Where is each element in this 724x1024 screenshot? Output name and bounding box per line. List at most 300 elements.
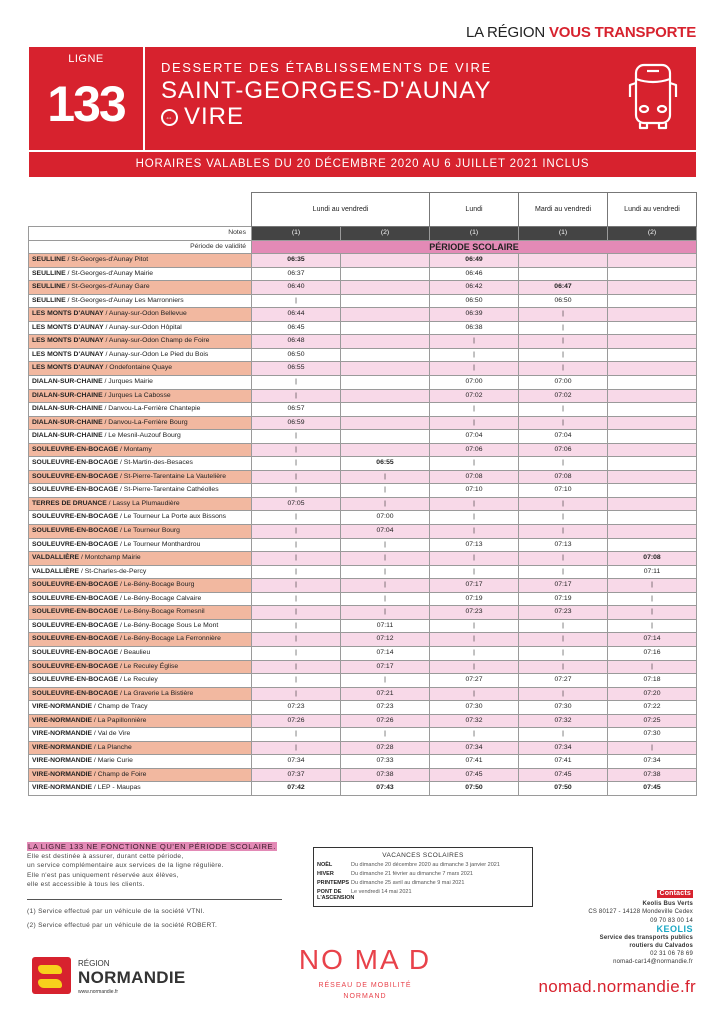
- stop-label: Champ de Tracy: [97, 703, 148, 711]
- time-cell: |: [519, 728, 608, 742]
- stop-name: [29, 362, 252, 376]
- time-cell: 07:11: [608, 565, 697, 579]
- time-cell: 07:16: [608, 646, 697, 660]
- stop-commune: DIALAN-SUR-CHAINE: [32, 432, 103, 440]
- time-cell: |: [252, 633, 341, 647]
- time-cell: 07:45: [519, 768, 608, 782]
- time-cell: 07:14: [608, 633, 697, 647]
- vacances-value: Du dimanche 20 décembre 2020 au dimanche 3 janvier 2021: [351, 862, 500, 868]
- time-cell: [608, 321, 697, 335]
- stop-separator: /: [118, 608, 124, 616]
- region-label: RÉGION: [78, 959, 110, 968]
- header-blank: [29, 193, 252, 227]
- day-header: Lundi au vendredi: [608, 193, 697, 227]
- time-cell: |: [341, 674, 430, 688]
- time-cell: |: [252, 538, 341, 552]
- time-cell: [341, 254, 430, 268]
- table-row: [29, 782, 697, 796]
- stop-separator: /: [65, 283, 72, 291]
- line-banner: [29, 47, 696, 177]
- time-cell: |: [252, 443, 341, 457]
- route-origin: SAINT-GEORGES-D'AUNAY: [161, 77, 492, 104]
- table-row: [29, 470, 697, 484]
- table-row: [29, 701, 697, 715]
- stop-label: Le-Bény-Bocage Romesnil: [123, 608, 205, 616]
- stop-label: Marie Curie: [97, 757, 133, 765]
- time-cell: |: [430, 525, 519, 539]
- time-cell: [608, 389, 697, 403]
- stop-commune: SOULEUVRE-EN-BOCAGE: [32, 594, 119, 602]
- stop-name: [29, 728, 252, 742]
- stop-commune: VIRE-NORMANDIE: [32, 703, 93, 711]
- time-cell: [341, 308, 430, 322]
- time-cell: [608, 348, 697, 362]
- time-cell: [341, 281, 430, 295]
- time-cell: [341, 389, 430, 403]
- vacances-value: Du dimanche 21 février au dimanche 7 mars 2021: [351, 871, 473, 877]
- line-label: LIGNE: [68, 53, 104, 65]
- time-cell: |: [252, 606, 341, 620]
- time-cell: 07:14: [341, 646, 430, 660]
- time-cell: [341, 267, 430, 281]
- time-cell: 07:34: [252, 755, 341, 769]
- time-cell: |: [519, 335, 608, 349]
- vacances-value: Du dimanche 25 avril au dimanche 9 mai 2021: [351, 880, 465, 886]
- stop-commune: LES MONTS D'AUNAY: [32, 310, 104, 318]
- time-cell: |: [252, 579, 341, 593]
- time-cell: 07:12: [341, 633, 430, 647]
- time-cell: |: [430, 403, 519, 417]
- stop-separator: /: [92, 743, 98, 751]
- table-row: [29, 321, 697, 335]
- time-cell: |: [519, 525, 608, 539]
- stop-commune: LES MONTS D'AUNAY: [32, 364, 104, 372]
- stop-label: St-Charles-de-Percy: [84, 567, 147, 575]
- time-cell: [608, 538, 697, 552]
- stop-label: Aunay-sur-Odon Hôpital: [108, 323, 182, 331]
- time-cell: [608, 443, 697, 457]
- time-cell: |: [519, 416, 608, 430]
- vacances-row: [314, 871, 532, 877]
- nomad-url[interactable]: nomad.normandie.fr: [538, 977, 696, 996]
- time-cell: 06:55: [341, 457, 430, 471]
- table-row: [29, 606, 697, 620]
- stop-name: [29, 755, 252, 769]
- table-row: [29, 267, 697, 281]
- stop-separator: /: [118, 676, 124, 684]
- time-cell: |: [430, 552, 519, 566]
- stop-name: [29, 619, 252, 633]
- time-cell: [341, 403, 430, 417]
- time-cell: |: [519, 403, 608, 417]
- time-cell: |: [252, 646, 341, 660]
- time-cell: |: [252, 619, 341, 633]
- stop-separator: /: [118, 689, 124, 697]
- time-cell: |: [430, 362, 519, 376]
- notes-label: Notes: [29, 227, 252, 241]
- time-cell: [341, 443, 430, 457]
- stop-label: Montchamp Mairie: [84, 554, 141, 562]
- stop-name: [29, 714, 252, 728]
- stop-commune: SOULEUVRE-EN-BOCAGE: [32, 676, 119, 684]
- stop-label: La Graverie La Bistière: [123, 689, 194, 697]
- stop-commune: DIALAN-SUR-CHAINE: [32, 418, 103, 426]
- stop-separator: /: [118, 648, 124, 656]
- stop-label: Le Tourneur Monthardrou: [123, 540, 201, 548]
- time-cell: |: [519, 687, 608, 701]
- time-cell: 07:38: [341, 768, 430, 782]
- stop-label: Aunay-sur-Odon Champ de Foire: [108, 337, 210, 345]
- vacances-key: PONT DE L'ASCENSION: [317, 889, 355, 901]
- stop-label: Ondefontaine Quaye: [109, 364, 173, 372]
- time-cell: |: [341, 484, 430, 498]
- time-cell: |: [341, 552, 430, 566]
- stop-label: St-Martin-des-Besaces: [123, 459, 193, 467]
- periode-value: PÉRIODE SCOLAIRE: [252, 240, 697, 254]
- time-cell: [341, 430, 430, 444]
- time-cell: 07:27: [519, 674, 608, 688]
- stop-name: [29, 768, 252, 782]
- stop-label: Montamy: [123, 445, 152, 453]
- vacances-box: [313, 847, 533, 907]
- table-row: [29, 294, 697, 308]
- table-row: [29, 362, 697, 376]
- time-cell: 07:19: [519, 592, 608, 606]
- time-cell: |: [252, 565, 341, 579]
- vacances-key: PRINTEMPS: [317, 880, 350, 886]
- time-cell: 06:50: [430, 294, 519, 308]
- stop-name: [29, 457, 252, 471]
- time-cell: [608, 470, 697, 484]
- time-cell: [608, 281, 697, 295]
- time-cell: |: [430, 348, 519, 362]
- time-cell: [341, 416, 430, 430]
- stop-commune: SEULLINE: [32, 269, 66, 277]
- time-cell: 07:22: [608, 701, 697, 715]
- periode-row: [29, 240, 697, 254]
- vacances-value: Le vendredi 14 mai 2021: [351, 889, 412, 895]
- time-cell: 06:42: [430, 281, 519, 295]
- time-cell: |: [519, 511, 608, 525]
- stop-label: La Planche: [97, 743, 132, 751]
- stop-separator: /: [118, 445, 124, 453]
- time-cell: 07:30: [608, 728, 697, 742]
- time-cell: [341, 294, 430, 308]
- route-destination-row: [161, 103, 492, 131]
- contacts-block: [588, 890, 693, 967]
- stop-label: Val de Vire: [97, 730, 131, 738]
- time-cell: |: [519, 457, 608, 471]
- table-row: [29, 565, 697, 579]
- time-cell: |: [341, 565, 430, 579]
- stop-label: Jurques La Cabosse: [108, 391, 171, 399]
- contacts-title: Contacts: [659, 890, 691, 897]
- table-row: [29, 389, 697, 403]
- notice-line: elle est accessible à tous les clients.: [27, 880, 145, 888]
- stop-name: [29, 646, 252, 660]
- service-phone: 02 31 06 78 69: [650, 951, 693, 958]
- validity-period: HORAIRES VALABLES DU 20 DÉCEMBRE 2020 AU 6 JUILLET 2021 INCLUS: [135, 158, 590, 170]
- keolis-logo: KEOLIS: [656, 923, 693, 934]
- time-cell: |: [341, 606, 430, 620]
- time-cell: [341, 376, 430, 390]
- stop-name: [29, 660, 252, 674]
- stop-label: St-Georges-d'Aunay Les Marronniers: [71, 296, 184, 304]
- stop-name: [29, 348, 252, 362]
- stop-label: Le Tourneur La Porte aux Bissons: [123, 513, 227, 521]
- stop-commune: SOULEUVRE-EN-BOCAGE: [32, 621, 119, 629]
- time-cell: 07:17: [341, 660, 430, 674]
- stop-label: Beaulieu: [123, 648, 151, 656]
- stop-separator: /: [102, 418, 109, 426]
- vacances-row: [314, 862, 532, 868]
- table-row: [29, 646, 697, 660]
- time-cell: 07:26: [252, 714, 341, 728]
- time-cell: |: [341, 497, 430, 511]
- stop-commune: DIALAN-SUR-CHAINE: [32, 391, 103, 399]
- table-row: [29, 335, 697, 349]
- time-cell: [519, 254, 608, 268]
- time-cell: 06:38: [430, 321, 519, 335]
- time-cell: 07:10: [519, 484, 608, 498]
- stop-commune: DIALAN-SUR-CHAINE: [32, 378, 103, 386]
- note-cell: (1): [519, 227, 608, 241]
- time-cell: 07:34: [430, 741, 519, 755]
- time-cell: [608, 362, 697, 376]
- stop-commune: SOULEUVRE-EN-BOCAGE: [32, 513, 119, 521]
- time-cell: 06:39: [430, 308, 519, 322]
- stop-label: Le Mesnil-Auzouf Bourg: [108, 432, 181, 440]
- service-note: (2) Service effectué par un véhicule de la société ROBERT.: [27, 922, 218, 930]
- time-cell: [341, 321, 430, 335]
- time-cell: [608, 416, 697, 430]
- time-cell: |: [519, 362, 608, 376]
- time-cell: |: [430, 565, 519, 579]
- time-cell: 07:10: [430, 484, 519, 498]
- note-cell: (1): [252, 227, 341, 241]
- time-cell: 06:45: [252, 321, 341, 335]
- table-row: [29, 714, 697, 728]
- time-cell: |: [519, 633, 608, 647]
- time-cell: 07:43: [341, 782, 430, 796]
- stop-name: [29, 281, 252, 295]
- time-cell: 07:13: [430, 538, 519, 552]
- time-cell: |: [341, 470, 430, 484]
- time-cell: [608, 484, 697, 498]
- stop-name: [29, 633, 252, 647]
- time-cell: 07:23: [341, 701, 430, 715]
- time-cell: |: [341, 592, 430, 606]
- region-url[interactable]: www.normandie.fr: [78, 989, 119, 995]
- time-cell: 06:50: [252, 348, 341, 362]
- notice-headline: LA LIGNE 133 NE FONCTIONNE QU'EN PÉRIODE SCOLAIRE.: [28, 842, 276, 851]
- notes-row: [29, 227, 697, 241]
- time-cell: 07:28: [341, 741, 430, 755]
- stop-label: Lassy La Plumaudière: [112, 499, 180, 507]
- time-cell: |: [608, 606, 697, 620]
- stop-separator: /: [106, 499, 113, 507]
- time-cell: 06:44: [252, 308, 341, 322]
- stop-name: [29, 443, 252, 457]
- route-title: [161, 60, 492, 131]
- time-cell: |: [430, 633, 519, 647]
- time-cell: 07:17: [430, 579, 519, 593]
- time-cell: 07:08: [608, 552, 697, 566]
- time-cell: |: [608, 660, 697, 674]
- time-cell: |: [430, 660, 519, 674]
- stop-separator: /: [102, 391, 109, 399]
- stop-label: Le-Bény-Bocage Sous Le Mont: [123, 621, 219, 629]
- time-cell: |: [252, 511, 341, 525]
- stop-label: LEP - Maupas: [97, 784, 141, 792]
- stop-commune: VALDALLIÈRE: [32, 567, 80, 575]
- stop-commune: LES MONTS D'AUNAY: [32, 350, 104, 358]
- note-cell: (2): [341, 227, 430, 241]
- time-cell: [608, 403, 697, 417]
- time-cell: 07:33: [341, 755, 430, 769]
- time-cell: |: [608, 592, 697, 606]
- time-cell: |: [430, 646, 519, 660]
- notice-line: un service complémentaire aux services de la ligne régulière.: [27, 862, 224, 870]
- table-row: [29, 674, 697, 688]
- stop-separator: /: [118, 594, 124, 602]
- time-cell: |: [341, 538, 430, 552]
- time-cell: |: [252, 470, 341, 484]
- stop-separator: /: [102, 378, 109, 386]
- stop-name: [29, 511, 252, 525]
- days-header-row: [29, 193, 697, 227]
- table-row: [29, 768, 697, 782]
- table-row: [29, 633, 697, 647]
- time-cell: |: [341, 728, 430, 742]
- stop-label: St-Georges-d'Aunay Gare: [71, 283, 150, 291]
- stop-label: Le Tourneur Bourg: [123, 527, 180, 535]
- stop-commune: LES MONTS D'AUNAY: [32, 337, 104, 345]
- time-cell: 07:50: [519, 782, 608, 796]
- time-cell: [608, 497, 697, 511]
- stop-separator: /: [118, 662, 124, 670]
- time-cell: 07:23: [519, 606, 608, 620]
- time-cell: |: [519, 348, 608, 362]
- time-cell: [608, 511, 697, 525]
- time-cell: |: [519, 565, 608, 579]
- time-cell: 07:19: [430, 592, 519, 606]
- time-cell: 07:05: [252, 497, 341, 511]
- stop-label: Le-Bény-Bocage Calvaire: [123, 594, 202, 602]
- time-cell: 07:27: [430, 674, 519, 688]
- table-row: [29, 525, 697, 539]
- stop-commune: SOULEUVRE-EN-BOCAGE: [32, 581, 119, 589]
- time-cell: 06:49: [430, 254, 519, 268]
- time-cell: 07:17: [519, 579, 608, 593]
- stop-label: St-Pierre-Tarentaine Cathéolles: [123, 486, 219, 494]
- table-row: [29, 484, 697, 498]
- time-cell: 07:34: [519, 741, 608, 755]
- time-cell: 07:38: [608, 768, 697, 782]
- stop-name: [29, 606, 252, 620]
- time-cell: 06:47: [519, 281, 608, 295]
- stop-commune: VIRE-NORMANDIE: [32, 784, 93, 792]
- stop-name: [29, 497, 252, 511]
- stop-commune: VIRE-NORMANDIE: [32, 730, 93, 738]
- time-cell: [341, 335, 430, 349]
- table-row: [29, 376, 697, 390]
- stop-commune: VIRE-NORMANDIE: [32, 757, 93, 765]
- stop-separator: /: [118, 621, 124, 629]
- time-cell: 07:00: [341, 511, 430, 525]
- time-cell: 07:18: [608, 674, 697, 688]
- stop-separator: /: [65, 269, 72, 277]
- stop-name: [29, 525, 252, 539]
- region-name: NORMANDIE: [78, 968, 186, 987]
- time-cell: 06:55: [252, 362, 341, 376]
- tagline-part1: LA RÉGION: [465, 24, 546, 41]
- time-cell: |: [252, 389, 341, 403]
- periode-label: Période de validité: [29, 240, 252, 254]
- table-row: [29, 660, 697, 674]
- time-cell: 07:50: [430, 782, 519, 796]
- stop-label: Le-Bény-Bocage La Ferronnière: [123, 635, 221, 643]
- stop-separator: /: [118, 635, 124, 643]
- time-cell: |: [341, 579, 430, 593]
- time-cell: [608, 294, 697, 308]
- stop-commune: SEULLINE: [32, 256, 66, 264]
- time-cell: [608, 430, 697, 444]
- keolis-address: CS 80127 - 14128 Mondeville Cedex: [588, 909, 693, 916]
- time-cell: 07:02: [430, 389, 519, 403]
- service-line2: routiers du Calvados: [629, 943, 693, 950]
- time-cell: |: [430, 335, 519, 349]
- time-cell: 07:23: [430, 606, 519, 620]
- stop-separator: /: [79, 554, 85, 562]
- stop-label: Danvou-La-Ferrière Bourg: [108, 418, 188, 426]
- notice-line: Elle n'est pas uniquement réservée aux élèves,: [27, 871, 179, 879]
- time-cell: |: [519, 646, 608, 660]
- time-cell: 07:02: [519, 389, 608, 403]
- time-cell: [341, 348, 430, 362]
- time-cell: 06:57: [252, 403, 341, 417]
- stop-separator: /: [92, 784, 98, 792]
- table-row: [29, 538, 697, 552]
- stop-name: [29, 335, 252, 349]
- stop-label: Le Reculey: [123, 676, 158, 684]
- time-cell: 07:04: [341, 525, 430, 539]
- stop-name: [29, 538, 252, 552]
- time-cell: |: [519, 308, 608, 322]
- time-cell: [519, 267, 608, 281]
- timetable: [28, 192, 697, 796]
- time-cell: 07:30: [430, 701, 519, 715]
- table-row: [29, 416, 697, 430]
- nomad-tagline1: RÉSEAU DE MOBILITÉ: [318, 982, 412, 989]
- table-row: [29, 741, 697, 755]
- normandy-flag-icon: [32, 957, 71, 994]
- table-row: [29, 552, 697, 566]
- route-destination: VIRE: [184, 103, 245, 130]
- stop-separator: /: [65, 296, 72, 304]
- time-cell: |: [430, 728, 519, 742]
- stop-commune: SOULEUVRE-EN-BOCAGE: [32, 608, 119, 616]
- stop-commune: SOULEUVRE-EN-BOCAGE: [32, 486, 119, 494]
- table-row: [29, 619, 697, 633]
- stop-separator: /: [92, 703, 98, 711]
- stop-name: [29, 579, 252, 593]
- time-cell: |: [430, 687, 519, 701]
- stop-separator: /: [79, 567, 85, 575]
- line-number: 133: [47, 76, 125, 132]
- time-cell: [608, 254, 697, 268]
- service-email[interactable]: nomad-car14@normandie.fr: [613, 959, 693, 966]
